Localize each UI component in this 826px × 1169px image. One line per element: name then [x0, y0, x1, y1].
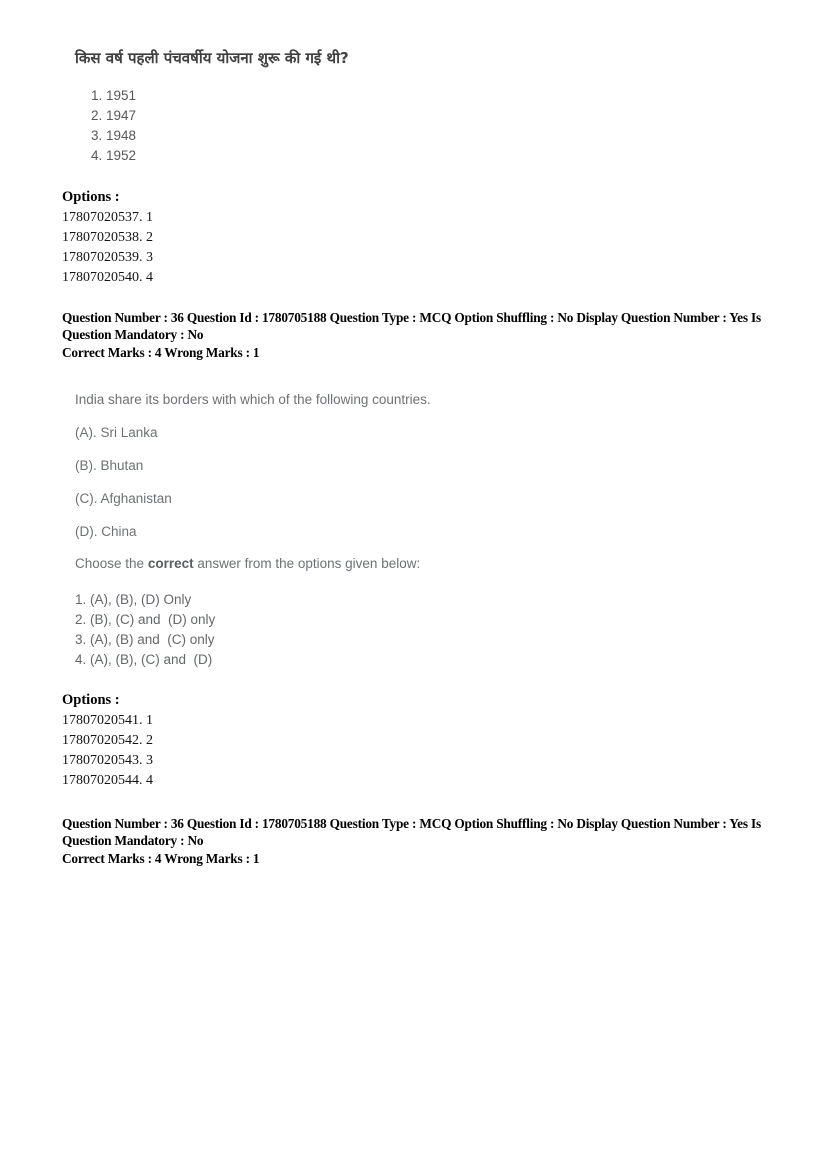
marks-line: Correct Marks : 4 Wrong Marks : 1 [62, 345, 260, 360]
choice-item: 1. (A), (B), (D) Only [75, 592, 192, 607]
option-id-item: 17807020540. 4 [62, 270, 153, 285]
question-block-hindi [62, 48, 778, 166]
option-id-item: 17807020544. 4 [62, 773, 153, 788]
choose-instruction-bold: correct [147, 556, 194, 571]
statement-item: (C). Afghanistan [75, 491, 172, 506]
choose-instruction-suffix: answer from the options given below: [193, 556, 421, 571]
choice-item: 2. 1947 [91, 108, 137, 123]
option-id-item: 17807020537. 1 [62, 210, 153, 225]
options-label: Options : [62, 692, 120, 708]
choice-item: 4. (A), (B), (C) and (D) [75, 652, 213, 667]
statement-item: (A). Sri Lanka [75, 425, 158, 440]
choose-instruction [75, 556, 778, 572]
option-id-item: 17807020539. 3 [62, 250, 153, 265]
hindi-choice-list [75, 86, 778, 166]
english-choice-list [75, 590, 778, 670]
options-label: Options : [62, 189, 120, 205]
choice-item: 4. 1952 [91, 148, 137, 163]
option-id-list [62, 711, 778, 791]
question-meta-line: Question Number : 36 Question Id : 1780705188 Question Type : MCQ Option Shuffling : No Display Question Number : Yes Is Question Mandatory : No [62, 310, 761, 342]
question-text-english: India share its borders with which of the following countries. [75, 392, 431, 407]
choice-item: 1. 1951 [91, 88, 137, 103]
question-meta-block-1 [62, 309, 778, 361]
question-block-english [62, 392, 778, 670]
option-id-item: 17807020542. 2 [62, 733, 153, 748]
option-id-item: 17807020538. 2 [62, 230, 153, 245]
options-id-block-2 [62, 691, 778, 791]
choice-item: 2. (B), (C) and (D) only [75, 612, 216, 627]
choose-instruction-prefix: Choose the [75, 556, 148, 571]
choice-item: 3. 1948 [91, 128, 137, 143]
marks-line: Correct Marks : 4 Wrong Marks : 1 [62, 851, 260, 866]
question-text-hindi: किस वर्ष पहली पंचवर्षीय योजना शुरू की गई थी? [75, 49, 349, 67]
statement-list [75, 425, 778, 540]
question-meta-block-2 [62, 815, 778, 867]
option-id-item: 17807020541. 1 [62, 713, 153, 728]
option-id-item: 17807020543. 3 [62, 753, 153, 768]
choice-item: 3. (A), (B) and (C) only [75, 632, 215, 647]
options-id-block-1 [62, 188, 778, 288]
statement-item: (B). Bhutan [75, 458, 144, 473]
question-meta-line: Question Number : 36 Question Id : 1780705188 Question Type : MCQ Option Shuffling : No Display Question Number : Yes Is Question Mandatory : No [62, 816, 761, 848]
option-id-list [62, 208, 778, 288]
statement-item: (D). China [75, 524, 137, 539]
